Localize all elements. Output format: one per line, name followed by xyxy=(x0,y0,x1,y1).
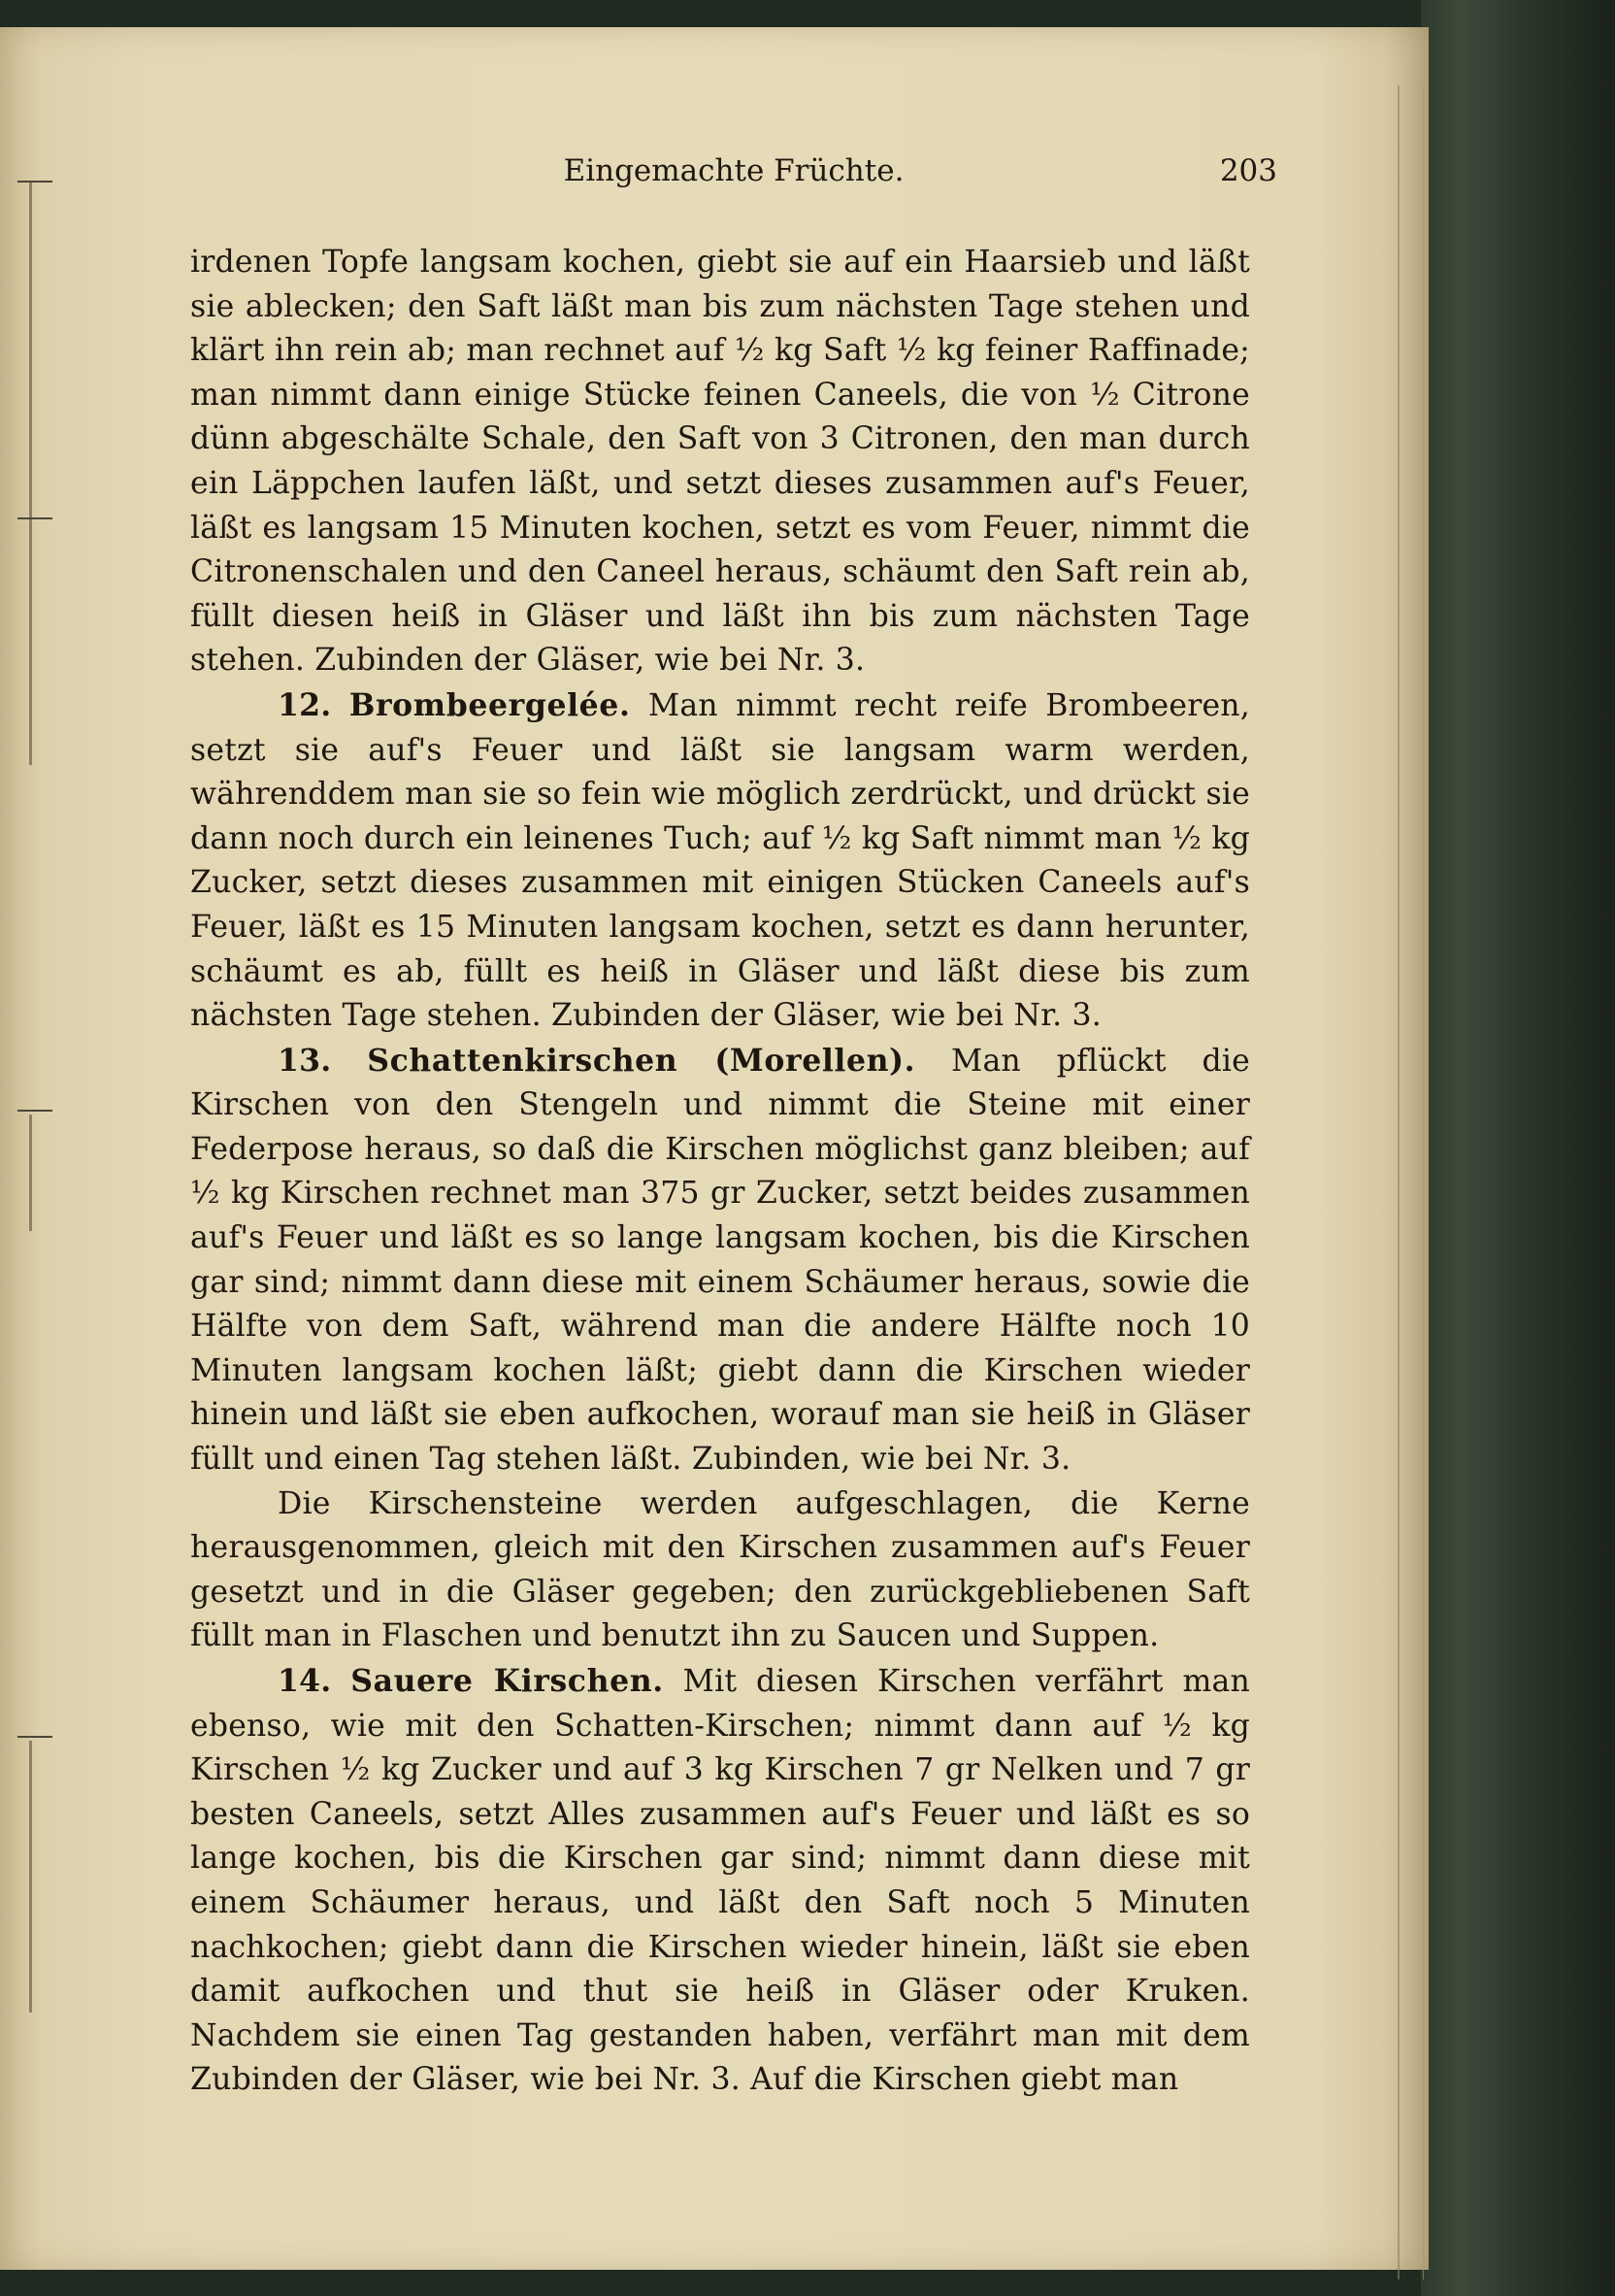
binding-thread xyxy=(29,183,32,765)
running-head: Eingemachte Früchte. xyxy=(563,153,905,188)
recipe-13-note-paragraph: Die Kirschensteine werden aufgeschlagen, die Kerne herausgenommen, gleich mit den Kirschen zusammen auf's Feuer gesetzt und in die Gläser gegeben; den zurückgebliebenen Saft füllt man in Flaschen und benutzt ihn zu Saucen und Suppen. xyxy=(190,1485,1250,1654)
page-edge xyxy=(1398,85,1424,2279)
recipe-text: Man pflückt die Kirschen von den Stengeln und nimmt die Steine mit einer Federpose heraus, so daß die Kirschen möglichst ganz bleiben; auf ½ kg Kirschen rechnet man 375 gr Zucker, setzt beides zusammen auf's Feuer und läßt es so lange langsam kochen, bis die Kirschen gar sind; nimmt dann diese mit einem Schäumer heraus, sowie die Hälfte von dem Saft, während man die andere Hälfte noch 10 Minuten langsam kochen läßt; giebt dann die Kirschen wieder hinein und läßt sie eben aufkochen, worauf man sie heiß in Gläser füllt und einen Tag stehen läßt. Zubinden, wie bei Nr. 3. xyxy=(190,1043,1250,1478)
binding-thread xyxy=(29,1741,32,2013)
recipe-title: Sauere Kirschen. xyxy=(350,1663,664,1699)
binding-thread xyxy=(17,517,52,519)
recipe-number: 14. xyxy=(278,1663,332,1699)
recipe-number: 13. xyxy=(278,1042,332,1079)
recipe-13-paragraph xyxy=(190,1039,1250,1482)
recipe-text: Mit diesen Kirschen verfährt man ebenso, wie mit den Schatten-Kirschen; nimmt dann auf ½ kg Kirschen ½ kg Zucker und auf 3 kg Kirschen 7 gr Nelken und 7 gr besten Caneels, setzt Alles zusammen auf's Feuer und läßt es so lange kochen, bis die Kirschen gar sind; nimmt dann diese mit einem Schäumer heraus, und läßt den Saft noch 5 Minuten nachkochen; giebt dann die Kirschen wieder hinein, läßt sie eben damit aufkochen und thut sie heiß in Gläser oder Kruken. Nachdem sie einen Tag gestanden haben, verfährt man mit dem Zubinden der Gläser, wie bei Nr. 3. Auf die Kirschen giebt man xyxy=(190,1664,1250,2098)
binding-thread xyxy=(17,181,52,183)
binding-thread xyxy=(29,1115,32,1231)
paragraph-continued: irdenen Topfe langsam kochen, giebt sie auf ein Haarsieb und läßt sie ablecken; den Saft läßt man bis zum nächsten Tage stehen und klärt ihn rein ab; man rechnet auf ½ kg Saft ½ kg feiner Raffinade; man nimmt dann einige Stücke feinen Caneels, die von ½ Citrone dünn abgeschälte Schale, den Saft von 3 Citronen, den man durch ein Läppchen laufen läßt, und setzt dieses zusammen auf's Feuer, läßt es langsam 15 Minuten kochen, setzt es vom Feuer, nimmt die Citronenschalen und den Caneel heraus, schäumt den Saft rein ab, füllt diesen heiß in Gläser und läßt ihn bis zum nächsten Tage stehen. Zubinden der Gläser, wie bei Nr. 3. xyxy=(190,245,1250,679)
recipe-14-paragraph xyxy=(190,1659,1250,2103)
page-number: 203 xyxy=(1219,153,1277,188)
recipe-title: Schattenkirschen (Morellen). xyxy=(367,1042,916,1079)
recipe-text: Man nimmt recht reife Brombeeren, setzt sie auf's Feuer und läßt sie langsam warm werden, währenddem man sie so fein wie möglich zerdrückt, und drückt sie dann noch durch ein leinenes Tuch; auf ½ kg Saft nimmt man ½ kg Zucker, setzt dieses zusammen mit einigen Stücken Caneels auf's Feuer, läßt es 15 Minuten langsam kochen, setzt es dann herunter, schäumt es ab, füllt es heiß in Gläser und läßt diese bis zum nächsten Tage stehen. Zubinden der Gläser, wie bei Nr. 3. xyxy=(190,687,1250,1034)
page-header xyxy=(190,153,1277,202)
book-binding xyxy=(1421,0,1615,2296)
recipe-12-paragraph xyxy=(190,683,1250,1039)
binding-thread xyxy=(17,1110,52,1112)
binding-thread xyxy=(17,1736,52,1738)
page-body xyxy=(190,241,1250,2103)
recipe-title: Brombeergelée. xyxy=(348,686,631,723)
recipe-number: 12. xyxy=(278,686,332,723)
